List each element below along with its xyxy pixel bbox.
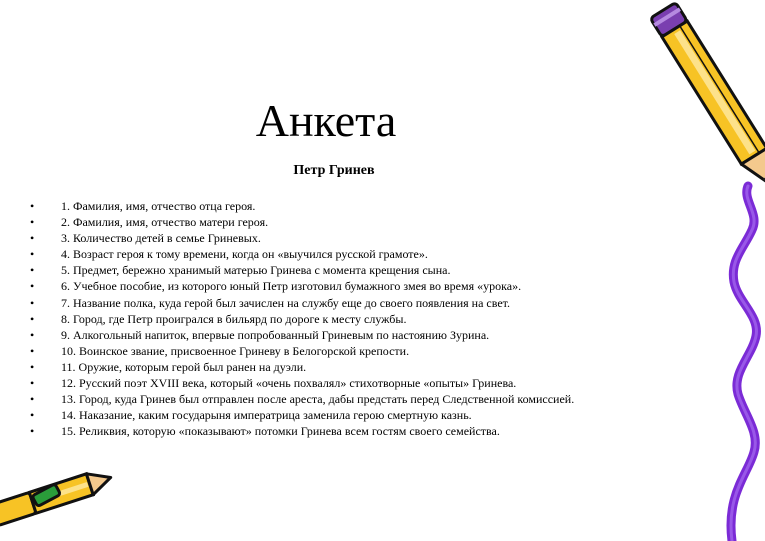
list-item — [30, 391, 670, 407]
slide-subtitle: Петр Гринев — [293, 163, 375, 178]
question-text: 12. Русский поэт XVIII века, который «очень похвалял» стихотворные «опыты» Гринева. — [61, 376, 517, 391]
question-text: 11. Оружие, которым герой был ранен на дуэли. — [61, 359, 307, 374]
list-item — [30, 311, 670, 327]
question-text: 10. Воинское звание, присвоенное Гриневу в Белогорской крепости. — [61, 343, 410, 358]
question-list — [30, 198, 670, 439]
bullet: • — [30, 327, 35, 342]
bullet: • — [30, 295, 35, 310]
question-text: 5. Предмет, бережно хранимый матерью Гринева с момента крещения сына. — [61, 263, 451, 278]
list-item — [30, 246, 670, 262]
list-item — [30, 230, 670, 246]
question-text: 15. Реликвия, которую «показывают» потомки Гринева всем гостям своего семейства. — [61, 424, 500, 439]
slide-title: Анкета — [255, 95, 397, 146]
question-text: 13. Город, куда Гринев был отправлен после ареста, дабы предстать перед Следственной комиссией. — [61, 392, 575, 407]
list-item — [30, 407, 670, 423]
bullet: • — [30, 392, 35, 407]
list-item — [30, 262, 670, 278]
list-item — [30, 214, 670, 230]
bullet: • — [30, 231, 35, 246]
question-text: 1. Фамилия, имя, отчество отца героя. — [61, 199, 256, 213]
bullet: • — [30, 279, 35, 294]
bullet: • — [30, 408, 35, 423]
list-item — [30, 295, 670, 311]
list-item — [30, 375, 670, 391]
question-text: 6. Учебное пособие, из которого юный Петр изготовил бумажного змея во время «урока». — [61, 279, 522, 294]
bullet: • — [30, 215, 35, 230]
question-text: 4. Возраст героя к тому времени, когда он «выучился русской грамоте». — [61, 247, 428, 262]
bullet: • — [30, 199, 35, 213]
list-item — [30, 423, 670, 439]
question-text: 7. Название полка, куда герой был зачислен на службу еще до своего появления на свет. — [61, 295, 510, 310]
bullet: • — [30, 424, 35, 439]
question-text: 3. Количество детей в семье Гриневых. — [61, 231, 261, 246]
list-item — [30, 198, 670, 214]
list-item — [30, 327, 670, 343]
question-text: 14. Наказание, каким государыня императрица заменила герою смертную казнь. — [61, 408, 472, 423]
question-text: 9. Алкогольный напиток, впервые попробованный Гриневым по настоянию Зурина. — [61, 327, 490, 342]
bullet: • — [30, 343, 35, 358]
question-text: 2. Фамилия, имя, отчество матери героя. — [61, 215, 269, 230]
question-text: 8. Город, где Петр проигрался в бильярд по дороге к месту службы. — [61, 311, 407, 326]
list-item — [30, 278, 670, 294]
bullet: • — [30, 359, 35, 374]
list-item — [30, 359, 670, 375]
bullet: • — [30, 376, 35, 391]
list-item — [30, 343, 670, 359]
bullet: • — [30, 247, 35, 262]
bullet: • — [30, 263, 35, 278]
bullet: • — [30, 311, 35, 326]
